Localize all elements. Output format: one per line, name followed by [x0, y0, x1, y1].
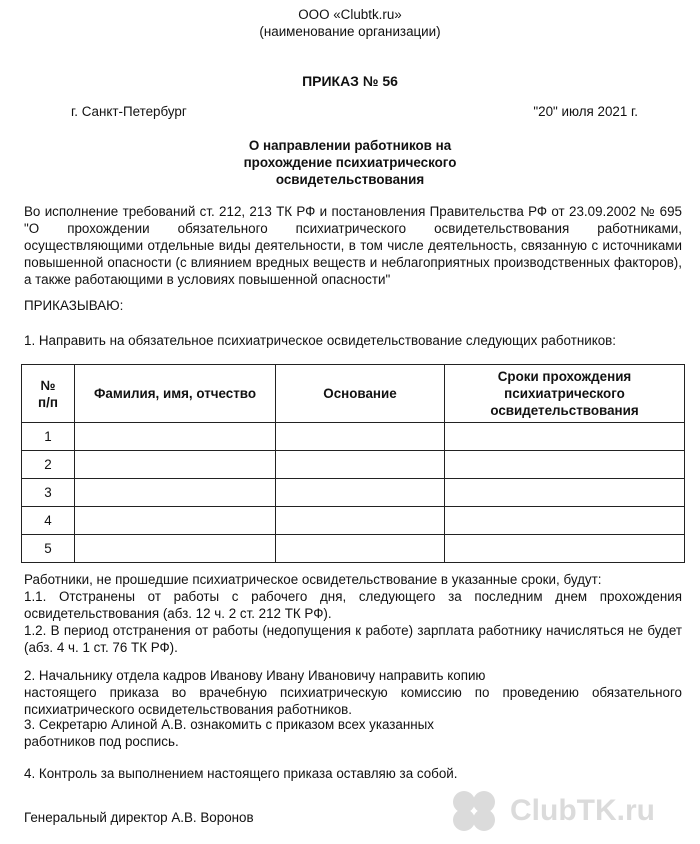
- order-item-4: 4. Контроль за выполнением настоящего приказа оставляю за собой.: [24, 766, 458, 781]
- row-number: 3: [22, 479, 75, 507]
- row-number: 1: [22, 423, 75, 451]
- order-item-3-line: 3. Секретарю Алиной А.В. ознакомить с приказом всех указанных: [24, 717, 434, 732]
- table-row: [22, 479, 685, 507]
- consequence-item: 1.2. В период отстранения от работы (недопущения к работе) зарплата работнику начисляться не будет (абз. 4 ч. 1 ст. 76 ТК РФ).: [24, 623, 682, 655]
- watermark: [438, 786, 700, 838]
- table-header-row: [22, 365, 685, 423]
- order-item-1: 1. Направить на обязательное психиатрическое освидетельствование следующих работников:: [24, 333, 617, 348]
- name-cell[interactable]: [75, 423, 276, 451]
- row-number: 4: [22, 507, 75, 535]
- name-cell[interactable]: [75, 535, 276, 563]
- subject-line: прохождение психиатрического: [243, 155, 457, 170]
- order-item-2-line: 2. Начальнику отдела кадров Иванову Ивану Ивановичу направить копию: [24, 668, 486, 683]
- header-terms: Сроки прохождения психиатрического освидетельствования: [445, 365, 685, 423]
- name-cell[interactable]: [75, 507, 276, 535]
- basis-cell[interactable]: [276, 451, 445, 479]
- order-item-3-line: работников под роспись.: [24, 734, 179, 749]
- organization-block: [0, 6, 700, 40]
- document-date: "20" июля 2021 г.: [533, 104, 638, 119]
- name-cell[interactable]: [75, 479, 276, 507]
- terms-cell[interactable]: [445, 479, 685, 507]
- consequence-item: 1.1. Отстранены от работы с рабочего дня, следующего за последним днем прохождения освидетельствования (абз. 12 ч. 2 ст. 212 ТК РФ).: [24, 589, 682, 621]
- header-number-line: №: [40, 377, 56, 393]
- basis-cell[interactable]: [276, 479, 445, 507]
- terms-cell[interactable]: [445, 535, 685, 563]
- order-subject: [0, 137, 700, 188]
- name-cell[interactable]: [75, 451, 276, 479]
- watermark-text: ClubTK.ru: [510, 794, 655, 827]
- header-number: [22, 365, 75, 423]
- basis-cell[interactable]: [276, 507, 445, 535]
- order-item-3: [24, 716, 682, 750]
- basis-cell[interactable]: [276, 535, 445, 563]
- order-item-2: [24, 667, 682, 718]
- workers-table: [21, 364, 685, 563]
- row-number: 5: [22, 535, 75, 563]
- order-item-2-line: настоящего приказа во врачебную психиатрическую комиссию по проведению обязательного психиатрического освидетельствования работников.: [24, 685, 682, 717]
- preamble-paragraph: Во исполнение требований ст. 212, 213 ТК РФ и постановления Правительства РФ от 23.09.2002 № 695 "О прохождении обязательного психиатрического освидетельствования работниками, осуществляющими отдельные виды деятельности, в том числе деятельность, связанную с источниками повышенной опасности (с влиянием вредных веществ и неблагоприятных производственных факторов), а также работающими в условиях повышенной опасности": [24, 204, 682, 287]
- table-row: [22, 507, 685, 535]
- document-city: г. Санкт-Петербург: [71, 104, 187, 119]
- signature-line: Генеральный директор А.В. Воронов: [24, 810, 254, 825]
- organization-caption: (наименование организации): [259, 24, 441, 39]
- table-row: [22, 451, 685, 479]
- header-full-name: Фамилия, имя, отчество: [75, 365, 276, 423]
- consequences-block: [24, 571, 682, 656]
- document-title: ПРИКАЗ № 56: [302, 73, 398, 89]
- subject-line: освидетельствования: [275, 172, 425, 187]
- header-number-line: п/п: [38, 394, 58, 410]
- header-basis: Основание: [276, 365, 445, 423]
- table-row: [22, 423, 685, 451]
- terms-cell[interactable]: [445, 451, 685, 479]
- basis-cell[interactable]: [276, 423, 445, 451]
- clover-logo-icon: [444, 788, 504, 844]
- subject-line: О направлении работников на: [248, 138, 452, 153]
- order-word: ПРИКАЗЫВАЮ:: [24, 298, 124, 313]
- consequences-intro: Работники, не прошедшие психиатрическое освидетельствование в указанные сроки, будут:: [24, 572, 602, 587]
- organization-name: ООО «Clubtk.ru»: [298, 7, 402, 22]
- row-number: 2: [22, 451, 75, 479]
- table-row: [22, 535, 685, 563]
- terms-cell[interactable]: [445, 423, 685, 451]
- terms-cell[interactable]: [445, 507, 685, 535]
